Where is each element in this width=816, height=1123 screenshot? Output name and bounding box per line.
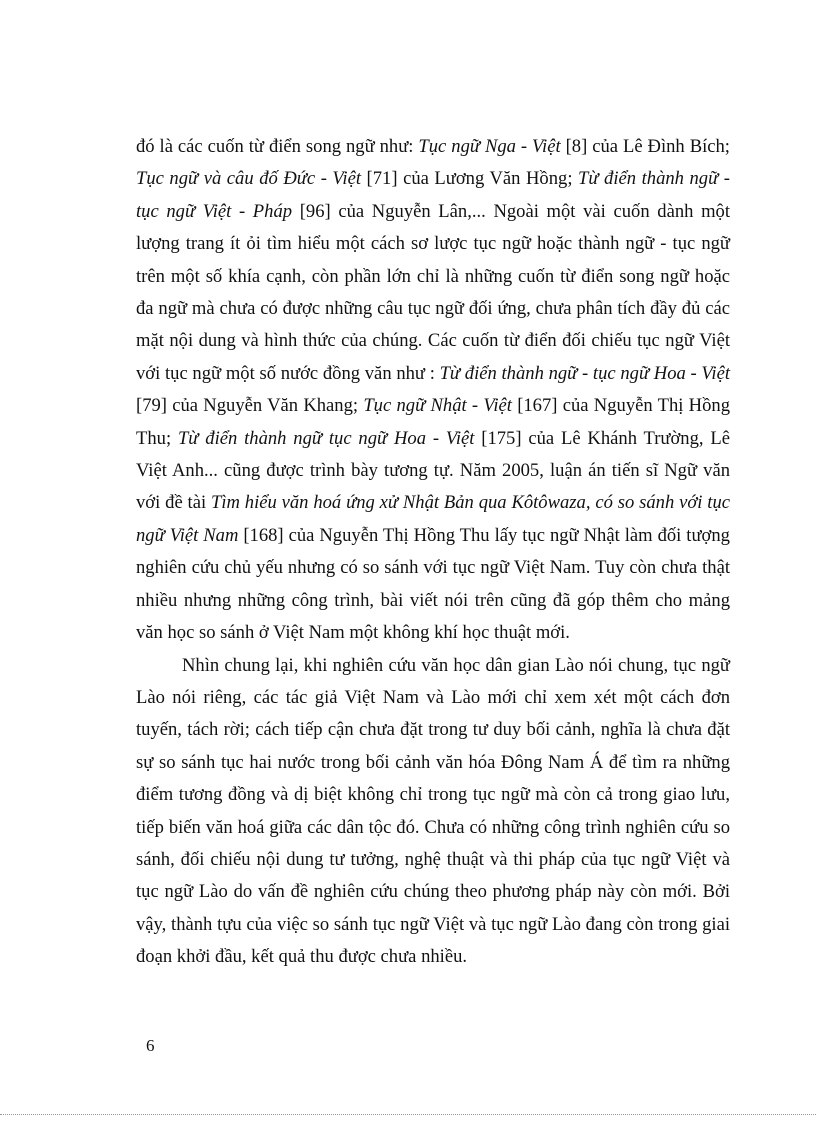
text-run: [79] của Nguyễn Văn Khang; <box>136 395 364 417</box>
italic-title: Từ điển thành ngữ - tục ngữ Hoa - Việt <box>439 362 730 384</box>
text-run: [96] của Nguyễn Lân,... Ngoài một vài cuốn dành một lượng trang ít ỏi tìm hiểu một cách sơ lược tục ngữ hoặc thành ngữ - tục ngữ trên một số khía cạnh, còn phần lớn chỉ là những cuốn từ điển song ngữ hoặc đa ngữ mà chưa có được những câu tục ngữ đối ứng, chưa phân tích đầy đủ các mặt nội dung và hình thức của chúng. Các cuốn từ điển đối chiếu tục ngữ Việt với tục ngữ một số nước đồng văn như : <box>136 200 731 384</box>
text-run: [8] của Lê Đình Bích; <box>560 136 730 157</box>
paragraph-1 <box>136 131 730 650</box>
italic-title: Tục ngữ và câu đố Đức - Việt <box>136 168 361 190</box>
body-text <box>136 131 730 974</box>
italic-title: Tục ngữ Nga - Việt <box>418 136 561 157</box>
text-run: đó là các cuốn từ điển song ngữ như: <box>136 136 419 157</box>
text-run: [167] của Nguyễn Thị Hồng Thu; <box>136 395 730 449</box>
paragraph-2: Nhìn chung lại, khi nghiên cứu văn học dân gian Lào nói chung, tục ngữ Lào nói riêng, các tác giả Việt Nam và Lào mới chỉ xem xét một cách đơn tuyến, tách rời; cách tiếp cận chưa đặt trong tư duy bối cảnh, nghĩa là chưa đặt sự so sánh tục hai nước trong bối cảnh văn hóa Đông Nam Á để tìm ra những điểm tương đồng và dị biệt không chỉ trong tục ngữ mà còn cả trong giao lưu, tiếp biến văn hoá giữa các dân tộc đó. Chưa có những công trình nghiên cứu so sánh, đối chiếu nội dung tư tưởng, nghệ thuật và thi pháp của tục ngữ Việt và tục ngữ Lào do vấn đề nghiên cứu chúng theo phương pháp này còn mới. Bởi vậy, thành tựu của việc so sánh tục ngữ Việt và tục ngữ Lào đang còn trong giai đoạn khởi đầu, kết quả thu được chưa nhiều. <box>136 654 730 968</box>
italic-title: Từ điển thành ngữ - tục ngữ Việt - Pháp <box>136 168 730 222</box>
page-bottom-divider <box>0 1114 816 1115</box>
text-run: [71] của Lương Văn Hồng; <box>361 168 579 190</box>
italic-title: Tục ngữ Nhật - Việt <box>363 395 512 417</box>
page-number: 6 <box>146 1036 155 1055</box>
italic-title: Từ điển thành ngữ tục ngữ Hoa - Việt <box>177 427 475 449</box>
italic-title: Tìm hiểu văn hoá ứng xử Nhật Bản qua Kôtôwaza, có so sánh với tục ngữ Việt Nam <box>136 492 730 546</box>
text-run: [175] của Lê Khánh Trường, Lê Việt Anh... cũng được trình bày tương tự. Năm 2005, luận án tiến sĩ Ngữ văn với đề tài <box>136 427 730 514</box>
text-run: [168] của Nguyễn Thị Hồng Thu lấy tục ngữ Nhật làm đối tượng nghiên cứu chủ yếu nhưng có so sánh với tục ngữ Việt Nam. Tuy còn chưa thật nhiều nhưng những công trình, bài viết nói trên cũng đã góp thêm cho mảng văn học so sánh ở Việt Nam một không khí học thuật mới. <box>136 524 730 644</box>
